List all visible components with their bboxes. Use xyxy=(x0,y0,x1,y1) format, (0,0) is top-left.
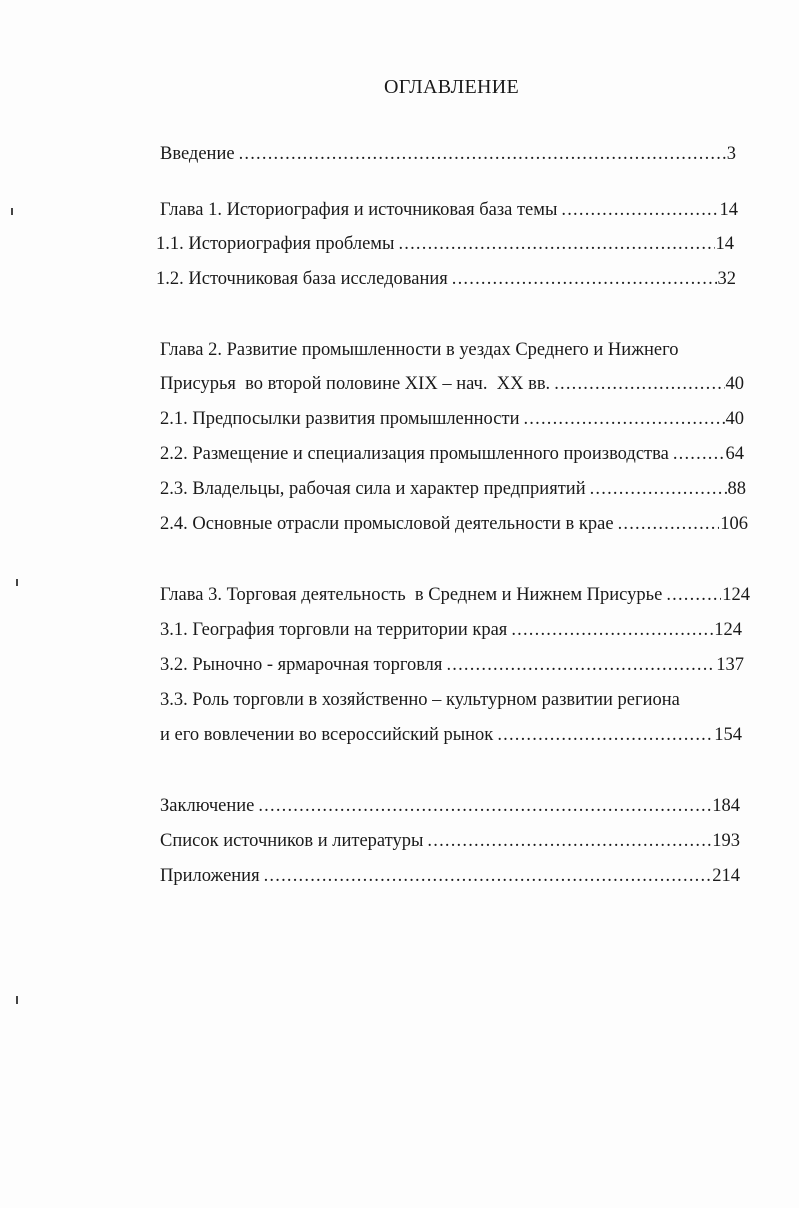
toc-entry-page: 3 xyxy=(726,144,736,164)
toc-entry-page: 32 xyxy=(717,269,736,289)
toc-entry-label: 3.2. Рыночно - ярмарочная торговля xyxy=(160,655,443,675)
toc-entry-chapter-2-line-1: Глава 2. Развитие промышленности в уездах Среднего и Нижнего xyxy=(160,340,679,360)
toc-entry-bibliography xyxy=(160,829,740,853)
toc-leader-dots xyxy=(561,198,718,222)
toc-entry-page: 88 xyxy=(727,479,746,499)
toc-leader-dots xyxy=(427,829,711,853)
toc-entry-label: и его вовлечении во всероссийский рынок xyxy=(160,725,494,745)
toc-entry-page: 184 xyxy=(712,796,740,816)
toc-entry-page: 106 xyxy=(720,514,748,534)
toc-entry-conclusion xyxy=(160,794,740,818)
toc-leader-dots xyxy=(554,372,724,396)
toc-leader-dots xyxy=(511,618,713,642)
toc-entry-label: 1.2. Источниковая база исследования xyxy=(156,269,448,289)
toc-entry-label: 2.4. Основные отрасли промысловой деятельности в крае xyxy=(160,514,614,534)
toc-entry-label: Приложения xyxy=(160,866,260,886)
toc-entry-label: Введение xyxy=(160,144,235,164)
toc-entry-page: 214 xyxy=(712,866,740,886)
toc-entry-page: 40 xyxy=(725,409,744,429)
toc-entry-label: 2.3. Владельцы, рабочая сила и характер предприятий xyxy=(160,479,586,499)
toc-leader-dots xyxy=(398,232,714,256)
toc-entry-page: 64 xyxy=(725,444,744,464)
toc-entry-section-3-3-line-2 xyxy=(160,723,742,747)
scan-speck xyxy=(11,208,13,215)
toc-entry-section-2-4 xyxy=(160,512,748,536)
toc-entry-chapter-3 xyxy=(160,583,750,607)
toc-leader-dots xyxy=(239,142,726,166)
toc-leader-dots xyxy=(666,583,721,607)
toc-leader-dots xyxy=(446,653,715,677)
scan-speck xyxy=(16,996,18,1004)
toc-entry-label: 2.1. Предпосылки развития промышленности xyxy=(160,409,520,429)
toc-entry-section-1-2 xyxy=(156,267,736,291)
toc-leader-dots xyxy=(452,267,717,291)
toc-entry-label: 3.1. География торговли на территории края xyxy=(160,620,508,640)
toc-leader-dots xyxy=(618,512,720,536)
toc-entry-page: 40 xyxy=(725,374,744,394)
toc-entry-label: 1.1. Историография проблемы xyxy=(156,234,395,254)
toc-entry-section-2-3 xyxy=(160,477,746,501)
toc-entry-label: Заключение xyxy=(160,796,255,816)
toc-entry-label: Список источников и литературы xyxy=(160,831,424,851)
toc-entry-section-3-2 xyxy=(160,653,744,677)
toc-entry-appendices xyxy=(160,864,740,888)
toc-entry-section-2-2 xyxy=(160,442,744,466)
toc-entry-page: 137 xyxy=(716,655,744,675)
toc-entry-page: 124 xyxy=(714,620,742,640)
toc-entry-label: 2.2. Размещение и специализация промышленного производства xyxy=(160,444,669,464)
toc-entry-section-2-1 xyxy=(160,407,744,431)
toc-entry-section-3-1 xyxy=(160,618,742,642)
toc-entry-page: 14 xyxy=(715,234,734,254)
toc-entry-chapter-1 xyxy=(160,198,738,222)
toc-leader-dots xyxy=(497,723,713,747)
toc-entry-label: Присурья во второй половине XIX – нач. XX вв. xyxy=(160,374,551,394)
toc-entry-introduction xyxy=(160,142,736,166)
toc-entry-section-3-3-line-1: 3.3. Роль торговли в хозяйственно – культурном развитии региона xyxy=(160,690,680,710)
toc-entry-label: Глава 3. Торговая деятельность в Среднем и Нижнем Присурье xyxy=(160,585,663,605)
toc-entry-page: 14 xyxy=(719,200,738,220)
toc-entry-page: 154 xyxy=(714,725,742,745)
scan-speck xyxy=(16,579,18,586)
toc-entry-page: 193 xyxy=(712,831,740,851)
toc-entry-page: 124 xyxy=(722,585,750,605)
page-title: ОГЛАВЛЕНИЕ xyxy=(384,76,519,98)
toc-entry-chapter-2-line-2 xyxy=(160,372,744,396)
toc-leader-dots xyxy=(264,864,712,888)
toc-entry-section-1-1 xyxy=(156,232,734,256)
toc-leader-dots xyxy=(258,794,711,818)
toc-leader-dots xyxy=(590,477,727,501)
toc-leader-dots xyxy=(523,407,724,431)
toc-leader-dots xyxy=(673,442,725,466)
toc-entry-label: Глава 1. Историография и источниковая база темы xyxy=(160,200,558,220)
